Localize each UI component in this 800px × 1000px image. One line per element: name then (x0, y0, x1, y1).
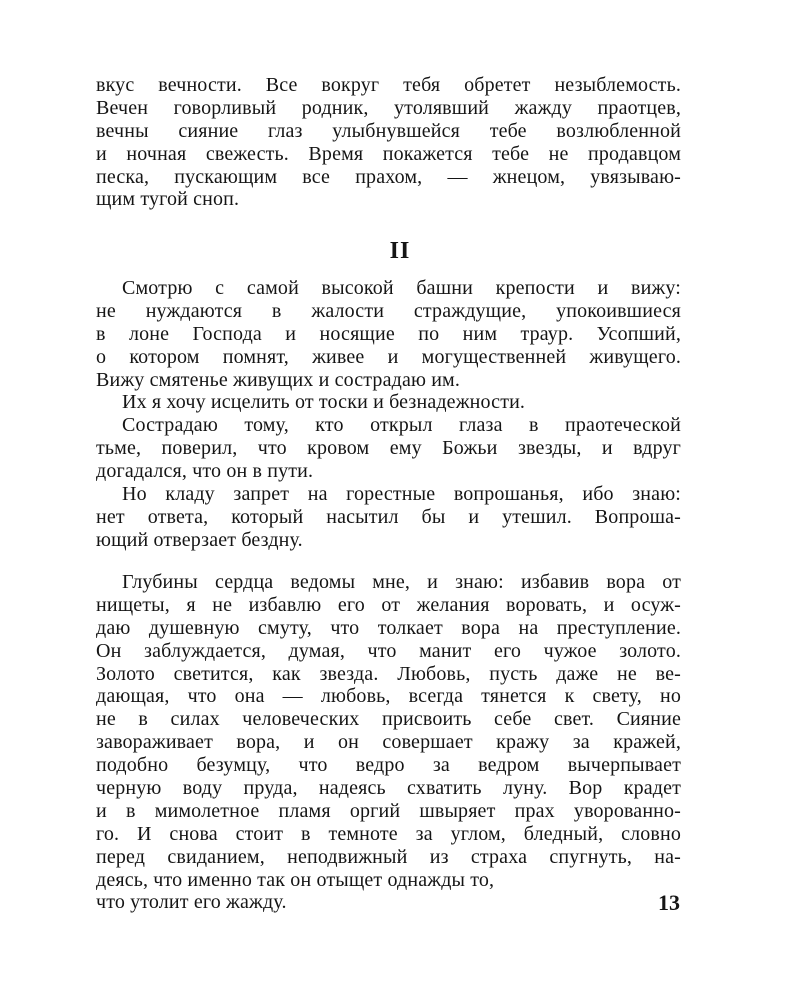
text-line: Но кладу запрет на горестные вопрошанья, ибо знаю: (122, 483, 681, 506)
text-line: черную воду пруда, надеясь схватить луну. Вор крадет (96, 777, 681, 800)
section-body (96, 277, 681, 552)
text-line: го. И снова стоит в темноте за углом, бледный, словно (96, 822, 681, 845)
text-line: вечны сияние глаз улыбнувшейся тебе возлюбленной (96, 119, 681, 142)
text-line: не нуждаются в жалости страждущие, упокоившиеся (96, 299, 681, 322)
text-line: что утолит его жажду. (96, 891, 287, 914)
text-line: песка, пускающим все прахом, — жнецом, увязываю- (96, 165, 681, 188)
text-line: Золото светится, как звезда. Любовь, пусть даже не ве- (96, 662, 681, 685)
text-line: даю душевную смуту, что толкает вора на преступление. (96, 616, 681, 639)
text-line: и ночная свежесть. Время покажется тебе не продавцом (96, 142, 681, 165)
text-line: перед свиданием, неподвижный из страха спугнуть, на- (96, 845, 681, 868)
text-line: о котором помнят, живее и могущественней живущего. (96, 345, 681, 368)
text-line: подобно безумцу, что ведро за ведром вычерпывает (96, 754, 681, 777)
text-line: Глубины сердца ведомы мне, и знаю: избавив вора от (122, 571, 681, 593)
text-line: щим тугой сноп. (96, 188, 240, 211)
text-line: Сострадаю тому, кто открыл глаза в праотеческой (122, 414, 681, 437)
text-line: догадался, что он в пути. (96, 460, 314, 483)
text-line: Вечен говорливый родник, утолявший жажду праотцев, (96, 96, 681, 119)
text-line: ющий отверзает бездну. (96, 528, 303, 551)
chapter-heading: II (389, 238, 411, 264)
text-line: Он заблуждается, думая, что манит его чужое золото. (96, 639, 681, 662)
page-number: 13 (658, 890, 680, 915)
text-line: не в силах человеческих присвоить себе свет. Сияние (96, 708, 681, 731)
text-line: в лоне Господа и носящие по ним траур. Усопший, (96, 322, 681, 345)
text-line: Вижу смятенье живущих и сострадаю им. (96, 368, 461, 391)
text-line: завораживает вора, и он совершает кражу за кражей, (96, 731, 681, 754)
text-line: Их я хочу исцелить от тоски и безнадежности. (122, 391, 526, 414)
text-line: тьме, поверил, что кровом ему Божьи звезды, и вдруг (96, 437, 681, 460)
text-line: нищеты, я не избавлю его от желания воровать, и осуж- (96, 593, 681, 616)
text-line: дающая, что она — любовь, всегда тянется к свету, но (96, 685, 681, 708)
text-line: и в мимолетное пламя оргий швыряет прах уворованно- (96, 799, 681, 822)
final-paragraph (96, 571, 681, 914)
text-line: вкус вечности. Все вокруг тебя обретет незыблемость. (96, 74, 681, 96)
text-line: нет ответа, который насытил бы и утешил. Вопроша- (96, 505, 681, 528)
top-paragraph (96, 74, 681, 211)
text-line: Смотрю с самой высокой башни крепости и вижу: (122, 277, 681, 299)
text-line: деясь, что именно так он отыщет однажды то, (96, 868, 495, 891)
